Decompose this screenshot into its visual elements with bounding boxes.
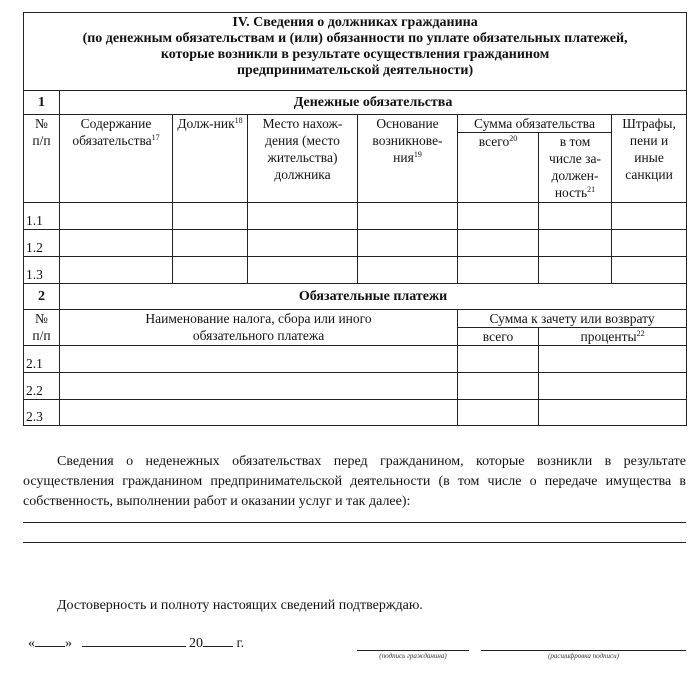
table-row bbox=[24, 257, 687, 284]
cell-payment-interest[interactable] bbox=[539, 400, 687, 426]
cell-payment-name[interactable] bbox=[60, 400, 458, 426]
year-prefix: 20 bbox=[189, 636, 203, 651]
cell-fines[interactable] bbox=[612, 230, 687, 257]
cell-location[interactable] bbox=[248, 257, 358, 284]
signature-caption: (подпись гражданина) bbox=[379, 652, 447, 660]
cell-content[interactable] bbox=[60, 230, 173, 257]
col2-header-number bbox=[24, 310, 60, 346]
cell-payment-total[interactable] bbox=[458, 346, 539, 373]
col-header-number bbox=[24, 115, 60, 203]
section1-number: 1 bbox=[24, 91, 60, 115]
row-number: 2.2 bbox=[24, 373, 60, 400]
num-abbrev: п/п bbox=[32, 133, 51, 148]
cell-debtor[interactable] bbox=[173, 230, 248, 257]
col-header-total bbox=[458, 133, 539, 203]
open-quote: « bbox=[28, 636, 35, 651]
row-number: 1.2 bbox=[24, 230, 60, 257]
date-line bbox=[28, 633, 244, 653]
table-row bbox=[24, 346, 687, 373]
col2-header-amount-group: Сумма к зачету или возврату bbox=[458, 310, 687, 328]
col2-interest-label: проценты bbox=[580, 329, 637, 344]
row-number: 2.3 bbox=[24, 400, 60, 426]
answer-line-2[interactable] bbox=[23, 542, 686, 543]
cell-total[interactable] bbox=[458, 257, 539, 284]
cell-arrears[interactable] bbox=[539, 230, 612, 257]
row-number: 2.1 bbox=[24, 346, 60, 373]
cell-debtor[interactable] bbox=[173, 257, 248, 284]
cell-arrears[interactable] bbox=[539, 257, 612, 284]
section-title: IV. Сведения о должниках гражданина bbox=[232, 15, 478, 30]
col2-header-interest bbox=[539, 328, 687, 346]
footnote-ref-20: 20 bbox=[509, 134, 518, 143]
name-caption: (расшифровка подписи) bbox=[548, 652, 619, 660]
col-content-label: Содержание обязательства bbox=[72, 116, 152, 148]
table-row bbox=[24, 400, 687, 426]
row-number: 1.3 bbox=[24, 257, 60, 284]
cell-debtor[interactable] bbox=[173, 203, 248, 230]
num-symbol: № bbox=[35, 311, 48, 326]
col-total-label: всего bbox=[478, 134, 510, 149]
cell-location[interactable] bbox=[248, 203, 358, 230]
cell-fines[interactable] bbox=[612, 257, 687, 284]
cell-fines[interactable] bbox=[612, 203, 687, 230]
table-row bbox=[24, 203, 687, 230]
col-debtor-label: Долж-ник bbox=[177, 116, 235, 131]
year-suffix: г. bbox=[236, 636, 245, 651]
cell-payment-name[interactable] bbox=[60, 373, 458, 400]
table-row bbox=[24, 373, 687, 400]
col2-header-total: всего bbox=[458, 328, 539, 346]
cell-total[interactable] bbox=[458, 230, 539, 257]
col2-header-name: Наименование налога, сбора или иного обязательного платежа bbox=[60, 310, 458, 346]
section-subtitle-line3: предпринимательской деятельности) bbox=[236, 63, 474, 78]
col-header-content bbox=[60, 115, 173, 203]
month-field[interactable] bbox=[82, 633, 186, 647]
cell-content[interactable] bbox=[60, 203, 173, 230]
cell-payment-interest[interactable] bbox=[539, 346, 687, 373]
non-monetary-paragraph: Сведения о неденежных обязательствах перед гражданином, которые возникли в результате осуществления гражданином предпринимательской деятельности (в том числе о передаче имущества в собственность, выполнении работ и оказании услуг и так далее): bbox=[23, 454, 686, 509]
cell-basis[interactable] bbox=[358, 257, 458, 284]
num-symbol: № bbox=[35, 116, 48, 131]
section1-title: Денежные обязательства bbox=[60, 91, 687, 115]
cell-location[interactable] bbox=[248, 230, 358, 257]
day-field[interactable] bbox=[35, 633, 65, 647]
col-arrears-label: в том числе за-должен-ность bbox=[549, 134, 601, 200]
col-basis-label: Основание возникнове-ния bbox=[372, 116, 443, 165]
section2-number: 2 bbox=[24, 284, 60, 310]
close-quote: » bbox=[65, 636, 72, 651]
cell-basis[interactable] bbox=[358, 203, 458, 230]
col-header-arrears bbox=[539, 133, 612, 203]
signature-line[interactable] bbox=[357, 650, 469, 651]
section-header bbox=[24, 13, 687, 91]
col-header-amount-group: Сумма обязательства bbox=[458, 115, 612, 133]
section2-title: Обязательные платежи bbox=[60, 284, 687, 310]
col-header-fines: Штрафы, пени и иные санкции bbox=[612, 115, 687, 203]
year-field[interactable] bbox=[203, 633, 233, 647]
col-header-location: Место нахож-дения (место жительства) должника bbox=[248, 115, 358, 203]
col-header-basis bbox=[358, 115, 458, 203]
answer-line-1[interactable] bbox=[23, 522, 686, 523]
row-number: 1.1 bbox=[24, 203, 60, 230]
cell-payment-total[interactable] bbox=[458, 373, 539, 400]
debtors-table bbox=[23, 12, 687, 426]
footnote-ref-17: 17 bbox=[151, 133, 160, 142]
cell-content[interactable] bbox=[60, 257, 173, 284]
footnote-ref-18: 18 bbox=[234, 116, 243, 125]
name-line[interactable] bbox=[481, 650, 686, 651]
table-row bbox=[24, 230, 687, 257]
cell-payment-name[interactable] bbox=[60, 346, 458, 373]
footnote-ref-21: 21 bbox=[587, 185, 596, 194]
cell-payment-total[interactable] bbox=[458, 400, 539, 426]
footnote-ref-22: 22 bbox=[636, 329, 645, 338]
cell-payment-interest[interactable] bbox=[539, 373, 687, 400]
confirmation-text: Достоверность и полноту настоящих сведений подтверждаю. bbox=[57, 598, 423, 613]
cell-basis[interactable] bbox=[358, 230, 458, 257]
num-abbrev: п/п bbox=[32, 328, 51, 343]
section-subtitle-line2: которые возникли в результате осуществления гражданином bbox=[160, 47, 550, 62]
footnote-ref-19: 19 bbox=[413, 150, 422, 159]
section-subtitle-line1: (по денежным обязательствам и (или) обязанности по уплате обязательных платежей, bbox=[82, 31, 628, 46]
cell-arrears[interactable] bbox=[539, 203, 612, 230]
cell-total[interactable] bbox=[458, 203, 539, 230]
col-header-debtor bbox=[173, 115, 248, 203]
